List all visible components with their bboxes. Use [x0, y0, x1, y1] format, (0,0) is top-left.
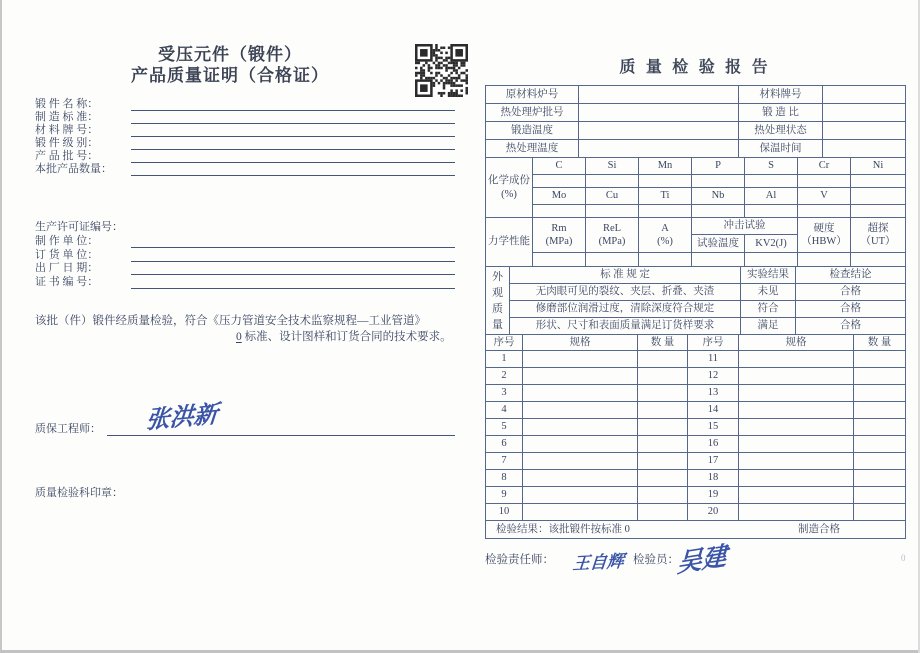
- info-label: 锻 造 比: [739, 104, 823, 122]
- qty-cell: [638, 419, 688, 436]
- inspector-label: 检验员：: [633, 554, 679, 566]
- qty-cell: [854, 487, 906, 504]
- spec-cell: [523, 504, 638, 521]
- mech-value: [692, 253, 745, 267]
- field-label: 制 作 单 位：: [35, 235, 99, 247]
- element-header: C: [533, 158, 586, 175]
- chemistry-section-label: [486, 158, 533, 218]
- qty-cell: [638, 504, 688, 521]
- serial-no: 12: [688, 368, 739, 385]
- form-field-manufacturer: [35, 234, 455, 248]
- statement-text: 标准、设计图样和订货合同的技术要求。: [241, 331, 452, 343]
- element-header: Nb: [692, 188, 745, 205]
- spec-cell: [739, 453, 854, 470]
- serial-no: 4: [486, 402, 523, 419]
- col-header: 规格: [523, 335, 638, 351]
- info-value: [579, 104, 739, 122]
- element-header: V: [798, 188, 851, 205]
- table-row: [486, 470, 906, 487]
- standard-cell: 形状、尺寸和表面质量满足订货样要求: [510, 318, 741, 335]
- qty-cell: [854, 402, 906, 419]
- standard-cell: 修磨部位润滑过度，清除深度符合规定: [510, 301, 741, 318]
- spec-cell: [523, 453, 638, 470]
- serial-no: 16: [688, 436, 739, 453]
- element-value: [533, 205, 586, 218]
- serial-no: 9: [486, 487, 523, 504]
- info-value: [823, 140, 906, 158]
- element-header: Al: [745, 188, 798, 205]
- elongation-header: [639, 218, 692, 253]
- header-line2: （UT）: [860, 236, 896, 247]
- vertical-label: 外观质量: [492, 270, 503, 331]
- element-value: [586, 205, 639, 218]
- serial-no: 15: [688, 419, 739, 436]
- serial-no: 8: [486, 470, 523, 487]
- serial-no: 3: [486, 385, 523, 402]
- mech-value: [798, 253, 851, 267]
- qty-cell: [638, 470, 688, 487]
- table-row: [486, 158, 906, 175]
- mech-value: [745, 253, 798, 267]
- table-row: [486, 504, 906, 521]
- form-field-forging-name: [35, 97, 455, 111]
- field-label: 锻 件 名 称：: [35, 98, 99, 110]
- element-header: Mo: [533, 188, 586, 205]
- table-row: [486, 419, 906, 436]
- ut-header: [851, 218, 906, 253]
- element-value: [533, 175, 586, 188]
- mech-value: [586, 253, 639, 267]
- qty-cell: [854, 351, 906, 368]
- table-row: [486, 385, 906, 402]
- form-field-cert-no: [35, 275, 455, 289]
- spec-cell: [523, 487, 638, 504]
- conclusion-cell: 合格: [796, 301, 906, 318]
- qty-cell: [638, 453, 688, 470]
- element-header: Ni: [851, 158, 906, 175]
- qa-engineer-label: 质保工程师：: [35, 423, 101, 435]
- field-label: 锻 件 级 别：: [35, 137, 99, 149]
- standard-number: 0: [236, 331, 242, 343]
- element-value: [798, 175, 851, 188]
- field-label: 出 厂 日 期：: [35, 262, 99, 274]
- conformity-statement-line2: [236, 330, 452, 344]
- table-row: [486, 205, 906, 218]
- inspection-report-page: [460, 0, 920, 653]
- serial-no: 6: [486, 436, 523, 453]
- label-line1: 化学成份: [488, 175, 530, 187]
- info-label: 保温时间: [739, 140, 823, 158]
- impact-test-header: 冲击试验: [692, 218, 798, 235]
- serial-no: 2: [486, 368, 523, 385]
- info-label: 原材料炉号: [486, 86, 579, 104]
- element-value: [692, 205, 745, 218]
- serial-no: 19: [688, 487, 739, 504]
- table-row: [486, 521, 906, 539]
- table-row: [486, 267, 906, 284]
- spec-cell: [523, 385, 638, 402]
- report-tables: [485, 85, 905, 539]
- field-label: 生产许可证编号：: [35, 221, 123, 233]
- table-row: [486, 253, 906, 267]
- info-value: [579, 140, 739, 158]
- inspection-result-text: 检验结果：该批锻件按标准 0: [496, 523, 630, 535]
- mech-value: [851, 253, 906, 267]
- field-underline: [131, 163, 455, 176]
- label-line2: (%): [501, 188, 517, 200]
- info-table: [485, 85, 906, 158]
- chemistry-table: [485, 157, 906, 218]
- rm-header: [533, 218, 586, 253]
- certificate-title-line2: 产品质量证明（合格证）: [131, 66, 329, 85]
- spec-cell: [739, 436, 854, 453]
- conclusion-header: 检查结论: [796, 267, 906, 284]
- serial-no: 7: [486, 453, 523, 470]
- info-label: 热处理状态: [739, 122, 823, 140]
- header-line1: 硬度: [813, 222, 835, 234]
- table-row: [486, 301, 906, 318]
- result-cell: 符合: [741, 301, 796, 318]
- form-field-license-no: [35, 220, 455, 234]
- field-underline: [131, 276, 455, 289]
- table-row: [486, 122, 906, 140]
- element-header: Ti: [639, 188, 692, 205]
- serial-no: 18: [688, 470, 739, 487]
- hardness-header: [798, 218, 851, 253]
- element-value: [586, 175, 639, 188]
- inspector-signature: 吴建: [676, 542, 728, 579]
- field-underline: [131, 262, 455, 275]
- element-value: [639, 175, 692, 188]
- info-value: [823, 122, 906, 140]
- col-header: 数 量: [854, 335, 906, 351]
- rel-header: [586, 218, 639, 253]
- conformity-statement-line1: 该批（件）锻件经质量检验，符合《压力管道安全技术监察规程—工业管道》: [35, 315, 426, 327]
- qty-cell: [854, 385, 906, 402]
- element-header: P: [692, 158, 745, 175]
- table-row: [486, 318, 906, 335]
- conclusion-cell: 合格: [796, 284, 906, 301]
- serial-no: 17: [688, 453, 739, 470]
- mech-value: [533, 253, 586, 267]
- table-row: [486, 86, 906, 104]
- spec-cell: [739, 504, 854, 521]
- result-cell: 未见: [741, 284, 796, 301]
- standard-header: 标 准 规 定: [510, 267, 741, 284]
- serial-no: 10: [486, 504, 523, 521]
- spec-cell: [523, 470, 638, 487]
- field-label: 本批产品数量：: [35, 163, 112, 175]
- qty-cell: [638, 487, 688, 504]
- info-label: 热处理炉批号: [486, 104, 579, 122]
- element-value: [745, 205, 798, 218]
- info-label: 锻造温度: [486, 122, 579, 140]
- table-row: [486, 218, 906, 235]
- field-underline: [131, 235, 455, 248]
- form-field-customer: [35, 248, 455, 262]
- form-field-batch-no: [35, 149, 455, 163]
- appearance-section-label: [486, 267, 510, 335]
- result-cell: 满足: [741, 318, 796, 335]
- table-row: [486, 453, 906, 470]
- col-header: 序号: [486, 335, 523, 351]
- header-line2: （HBW）: [801, 236, 847, 247]
- element-header: S: [745, 158, 798, 175]
- qty-cell: [854, 419, 906, 436]
- field-label: 制 造 标 准：: [35, 111, 99, 123]
- element-value: [851, 175, 906, 188]
- col-header: 数 量: [638, 335, 688, 351]
- impact-kv-header: KV2(J): [745, 235, 798, 253]
- element-value: [851, 205, 906, 218]
- form-field-qa-engineer: [35, 422, 455, 436]
- spec-cell: [739, 487, 854, 504]
- spec-cell: [523, 402, 638, 419]
- table-row: [486, 402, 906, 419]
- lead-inspector-label: 检验责任师：: [485, 554, 554, 566]
- qty-cell: [638, 402, 688, 419]
- spec-cell: [739, 351, 854, 368]
- form-field-material-grade: [35, 123, 455, 137]
- mechanical-section-label: 力学性能: [486, 218, 533, 267]
- standard-cell: 无肉眼可见的裂纹、夹层、折叠、夹渣: [510, 284, 741, 301]
- spec-cell: [739, 385, 854, 402]
- serial-no: 5: [486, 419, 523, 436]
- spec-cell: [739, 470, 854, 487]
- manufacture-qualified-text: 制造合格: [798, 523, 840, 535]
- qty-cell: [854, 436, 906, 453]
- qty-cell: [638, 351, 688, 368]
- spec-cell: [739, 368, 854, 385]
- form-field-forging-class: [35, 136, 455, 150]
- table-row: [486, 188, 906, 205]
- form-field-quantity: [35, 162, 455, 176]
- table-row: [486, 368, 906, 385]
- element-header: Mn: [639, 158, 692, 175]
- element-value: [798, 205, 851, 218]
- spec-cell: [739, 402, 854, 419]
- header-line2: (%): [657, 236, 673, 247]
- signoff-row: [485, 542, 906, 596]
- info-value: [579, 86, 739, 104]
- info-label: 热处理温度: [486, 140, 579, 158]
- qty-cell: [854, 470, 906, 487]
- seal-label: 质量检验科印章：: [35, 487, 123, 499]
- serial-no: 1: [486, 351, 523, 368]
- report-title: 质 量 检 验 报 告: [619, 59, 771, 76]
- qty-cell: [854, 368, 906, 385]
- element-header: Si: [586, 158, 639, 175]
- header-line1: Rm: [551, 222, 567, 234]
- table-row: [486, 436, 906, 453]
- table-row: [486, 175, 906, 188]
- serial-no: 14: [688, 402, 739, 419]
- info-value: [823, 104, 906, 122]
- certificate-title: [10, 44, 450, 86]
- spec-cell: [739, 419, 854, 436]
- table-row: [486, 140, 906, 158]
- header-line1: 超探: [867, 222, 889, 234]
- form-field-ship-date: [35, 261, 455, 275]
- element-value: [745, 175, 798, 188]
- info-value: [579, 122, 739, 140]
- table-row: [486, 351, 906, 368]
- stray-mark: 0: [901, 553, 906, 563]
- spec-list-table: [485, 334, 906, 539]
- field-label: 材 料 牌 号：: [35, 124, 99, 136]
- element-value: [692, 175, 745, 188]
- header-line2: (MPa): [598, 236, 626, 247]
- header-line1: ReL: [602, 222, 622, 234]
- header-line1: A: [661, 222, 669, 234]
- qa-engineer-signature: 张洪新: [144, 401, 219, 435]
- conclusion-cell: 合格: [796, 318, 906, 335]
- table-row: [486, 487, 906, 504]
- field-label: 产 品 批 号：: [35, 150, 99, 162]
- appearance-table: [485, 266, 906, 335]
- result-footer: [486, 521, 906, 539]
- mechanical-table: [485, 217, 906, 267]
- qty-cell: [638, 368, 688, 385]
- mech-value: [639, 253, 692, 267]
- field-label: 证 书 编 号：: [35, 276, 99, 288]
- header-line2: (MPa): [545, 236, 573, 247]
- spec-cell: [523, 368, 638, 385]
- table-row: [486, 284, 906, 301]
- element-value: [639, 205, 692, 218]
- col-header: 序号: [688, 335, 739, 351]
- element-header: [851, 188, 906, 205]
- element-header: Cu: [586, 188, 639, 205]
- lead-inspector-signature: 王自辉: [572, 551, 625, 574]
- serial-no: 20: [688, 504, 739, 521]
- qty-cell: [854, 504, 906, 521]
- qty-cell: [638, 436, 688, 453]
- table-row: [486, 335, 906, 351]
- spec-cell: [523, 436, 638, 453]
- spec-cell: [523, 419, 638, 436]
- form-field-standard: [35, 110, 455, 124]
- form-field-seal: [35, 486, 455, 500]
- result-header: 实验结果: [741, 267, 796, 284]
- qty-cell: [854, 453, 906, 470]
- col-header: 规格: [739, 335, 854, 351]
- element-header: Cr: [798, 158, 851, 175]
- certificate-title-line1: 受压元件（锻件）: [158, 45, 302, 64]
- serial-no: 11: [688, 351, 739, 368]
- serial-no: 13: [688, 385, 739, 402]
- field-label: 订 货 单 位：: [35, 249, 99, 261]
- qty-cell: [638, 385, 688, 402]
- spec-cell: [523, 351, 638, 368]
- table-row: [486, 104, 906, 122]
- info-label: 材料牌号: [739, 86, 823, 104]
- info-value: [823, 86, 906, 104]
- impact-temp-header: 试验温度: [692, 235, 745, 253]
